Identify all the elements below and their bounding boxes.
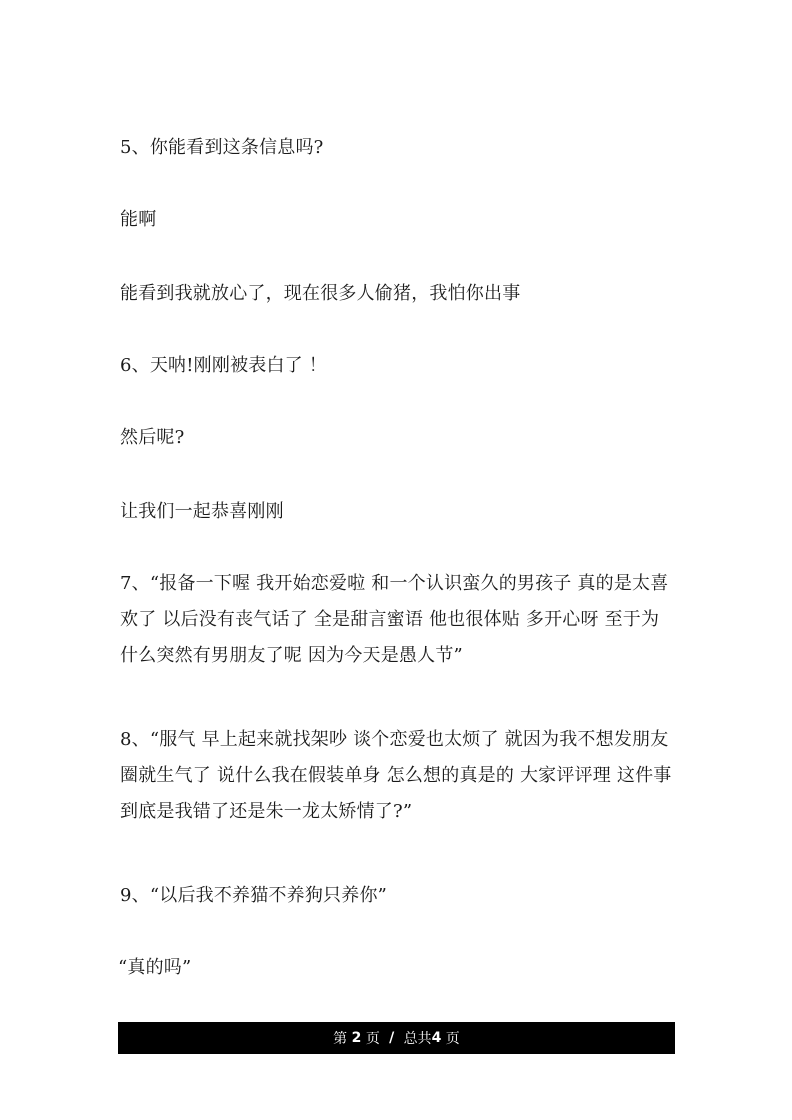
footer-total-prefix: 总共 <box>399 1031 432 1047</box>
page-footer <box>118 1022 675 1054</box>
paragraph-9-quote: 9、“以后我不养猫不养狗只养你” <box>120 885 388 906</box>
paragraph-reply-3: 然后呢? <box>120 427 185 448</box>
paragraph-reply-2: 能看到我就放心了，现在很多人偷猪，我怕你出事 <box>120 283 521 304</box>
footer-separator: / <box>384 1030 400 1046</box>
current-page-number: 2 <box>351 1030 362 1046</box>
total-pages-number: 4 <box>431 1030 442 1046</box>
paragraph-reply-4: 让我们一起恭喜刚刚 <box>120 501 284 522</box>
paragraph-6-question: 6、天呐!刚刚被表白了 ！ <box>120 355 328 376</box>
footer-prefix: 第 <box>333 1031 352 1047</box>
paragraph-5-question: 5、你能看到这条信息吗? <box>120 137 324 158</box>
footer-page-suffix: 页 <box>361 1031 385 1047</box>
footer-total-suffix: 页 <box>441 1031 460 1047</box>
paragraph-reply-5: “真的吗” <box>118 957 192 978</box>
paragraph-reply-1: 能啊 <box>120 209 157 230</box>
paragraph-8-quote: 8、“服气 早上起来就找架吵 谈个恋爱也太烦了 就因为我不想发朋友圈就生气了 说什么我在假装单身 怎么想的真是的 大家评评理 这件事到底是我错了还是朱一龙太矫情了?” <box>120 729 672 822</box>
paragraph-7-quote: 7、“报备一下喔 我开始恋爱啦 和一个认识蛮久的男孩子 真的是太喜欢了 以后没有丧气话了 全是甜言蜜语 他也很体贴 多开心呀 至于为什么突然有男朋友了呢 因为今天是愚人节” <box>120 573 669 666</box>
